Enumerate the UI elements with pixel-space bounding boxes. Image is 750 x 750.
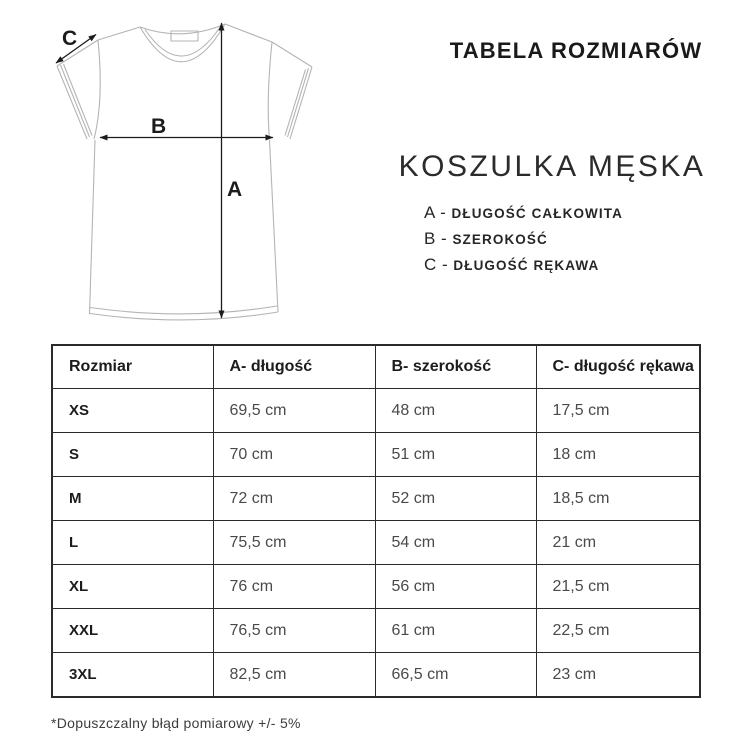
measurement-cell: 76,5 cm	[213, 609, 375, 653]
measurement-cell: 21 cm	[536, 521, 700, 565]
tshirt-measurement-diagram	[0, 0, 340, 335]
measurement-cell: 76 cm	[213, 565, 375, 609]
tshirt-outline	[57, 24, 312, 320]
table-row	[52, 521, 700, 565]
size-cell: 3XL	[52, 653, 213, 698]
measurement-cell: 22,5 cm	[536, 609, 700, 653]
measurement-cell: 72 cm	[213, 477, 375, 521]
measurement-cell: 51 cm	[375, 433, 536, 477]
measurement-cell: 69,5 cm	[213, 389, 375, 433]
measurement-cell: 21,5 cm	[536, 565, 700, 609]
table-row	[52, 609, 700, 653]
measure-label-a: A	[227, 178, 243, 201]
measurement-cell: 70 cm	[213, 433, 375, 477]
size-cell: XS	[52, 389, 213, 433]
legend-label: DŁUGOŚĆ RĘKAWA	[453, 258, 600, 273]
table-row	[52, 433, 700, 477]
measurement-cell: 82,5 cm	[213, 653, 375, 698]
legend-item-c	[424, 255, 623, 281]
size-table	[51, 344, 701, 698]
legend-item-a	[424, 203, 623, 229]
column-header-width: B- szerokość	[375, 345, 536, 389]
measurement-tolerance-note: *Dopuszczalny błąd pomiarowy +/- 5%	[51, 715, 301, 731]
measurement-cell: 56 cm	[375, 565, 536, 609]
measurement-cell: 18,5 cm	[536, 477, 700, 521]
measurement-cell: 54 cm	[375, 521, 536, 565]
measurement-cell: 61 cm	[375, 609, 536, 653]
size-table-body	[52, 389, 700, 698]
column-header-length: A- długość	[213, 345, 375, 389]
product-name: KOSZULKA MĘSKA	[398, 150, 706, 183]
table-row	[52, 653, 700, 698]
column-header-size: Rozmiar	[52, 345, 213, 389]
measure-label-c: C	[62, 27, 78, 50]
table-row	[52, 389, 700, 433]
measurement-cell: 52 cm	[375, 477, 536, 521]
table-header-row	[52, 345, 700, 389]
page-title: TABELA ROZMIARÓW	[449, 38, 703, 63]
legend-item-b	[424, 229, 623, 255]
measure-label-b: B	[151, 115, 167, 138]
measurement-cell: 18 cm	[536, 433, 700, 477]
table-row	[52, 477, 700, 521]
measurement-legend	[424, 203, 623, 281]
legend-key: C -	[424, 255, 454, 274]
measurement-cell: 48 cm	[375, 389, 536, 433]
size-cell: S	[52, 433, 213, 477]
column-header-sleeve: C- długość rękawa	[536, 345, 700, 389]
legend-label: SZEROKOŚĆ	[452, 232, 548, 247]
legend-key: B -	[424, 229, 453, 248]
size-cell: M	[52, 477, 213, 521]
measurement-cell: 75,5 cm	[213, 521, 375, 565]
measurement-cell: 23 cm	[536, 653, 700, 698]
size-cell: XXL	[52, 609, 213, 653]
measurement-cell: 66,5 cm	[375, 653, 536, 698]
measurement-cell: 17,5 cm	[536, 389, 700, 433]
table-row	[52, 565, 700, 609]
size-cell: XL	[52, 565, 213, 609]
size-cell: L	[52, 521, 213, 565]
legend-label: DŁUGOŚĆ CAŁKOWITA	[451, 206, 623, 221]
legend-key: A -	[424, 203, 452, 222]
